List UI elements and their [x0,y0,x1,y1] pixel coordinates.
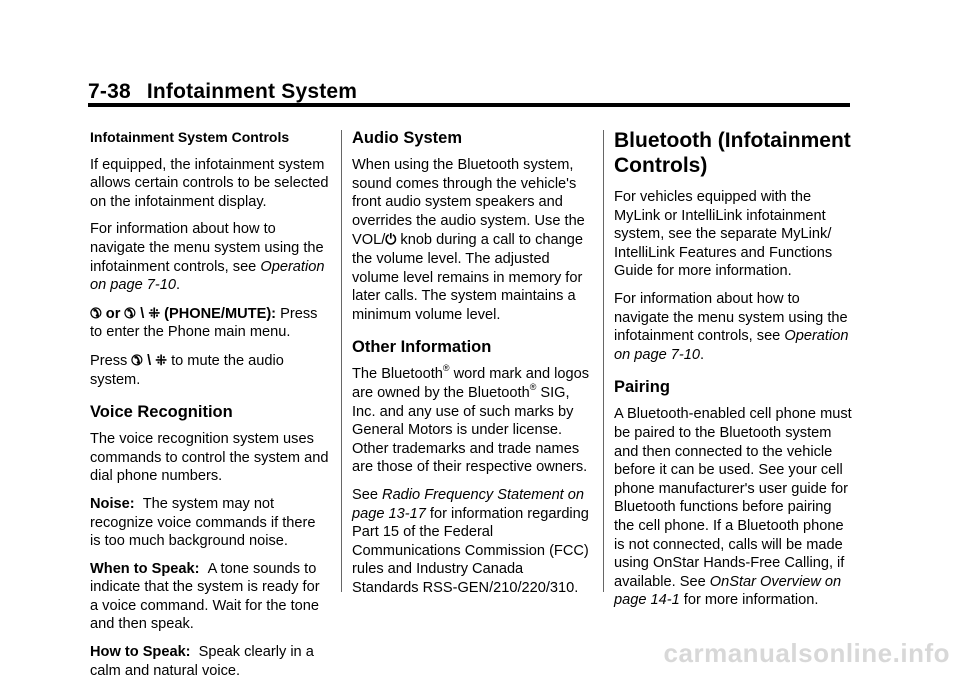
watermark: carmanualsonline.info [663,638,950,668]
pairing-heading: Pairing [614,378,670,397]
phone-icon: ✆ [131,351,144,368]
text: The Bluetooth [352,366,443,383]
paragraph: If equipped, the infotainment system allows certain controls to be selected on the infotainment display. [90,156,329,210]
column-2 [352,128,592,606]
voice-heading: Voice Recognition [90,403,233,422]
text: word mark and logos are owned by the Bluetooth [352,366,590,401]
paragraph [352,486,592,598]
text: For information about how to navigate the menu system using the infotainment controls, see [614,290,848,345]
text: Press [90,352,128,369]
chapter-title: Infotainment System [146,80,358,103]
paragraph [614,290,854,364]
page-title [88,80,850,104]
text: See [352,486,383,503]
phone-mute-label: (PHONE/MUTE): [164,305,277,322]
registered-mark: ® [442,363,450,374]
text: A Bluetooth-enabled cell phone must be paired to the Bluetooth system and then connected to the vehicle before it can be used. See your cell phone manufacturer's user guide for Bluetooth functions before pairing the cell phone. If a Bluetooth phone is not connected, calls will be made using OnStar Hands-Free Calling, if available. See [614,406,852,590]
or-text: or [105,305,121,322]
power-icon: ⏻ [385,231,397,248]
audio-heading: Audio System [352,129,463,147]
column-divider [341,130,342,592]
cross-reference: Radio Frequency Statement on page 13-17 [352,486,585,522]
text: VOL/ [352,232,386,249]
text: knob during a call to change the volume level. The adjusted volume level remains in memory for later calls. The system maintains a minimum volume level. [352,232,583,323]
text: for more information. [679,592,819,609]
column-divider [603,130,604,592]
text: Press to enter the Phone main menu. [90,305,318,341]
paragraph: For vehicles equipped with the MyLink or IntelliLink infotainment system, see the separate MyLink/ IntelliLink Features and Functions Guide for more information. [614,189,833,280]
paragraph [90,220,330,294]
noise-label: Noise: [90,495,135,512]
phone-icon: ✆ [90,304,102,321]
mute-icon: ⁜ [155,351,168,368]
text: to mute the audio system. [90,352,284,388]
text: SIG, Inc. and any use of such marks by General Motors is under license. Other trademarks and trade names are those of their respective owners. [352,384,588,476]
paragraph: Press ✆ \ ⁜ to mute the audio system. [90,351,284,388]
cross-reference: Operation on page 7-10 [614,328,849,363]
text: The system may not recognize voice commands if there is too much background noise. [90,495,316,550]
paragraph [614,405,854,610]
text: . [176,277,181,294]
text: for information regarding Part 15 of the Federal Communications Commission (FCC) rules and Industry Canada Standards RSS-GEN/210/220/310. [352,505,589,596]
phone-icon: ✆ [124,304,137,321]
paragraph [90,495,330,551]
header-rule [88,103,850,107]
bluetooth-heading: Bluetooth (Infotainment Controls) [614,129,851,177]
paragraph [90,560,330,634]
column-3 [614,128,854,619]
paragraph: The voice recognition system uses commands to control the system and dial phone numbers. [90,431,329,485]
registered-mark: ® [529,382,537,393]
how-label: How to Speak: [90,644,191,661]
when-label: When to Speak: [90,560,200,577]
paragraph [352,365,592,477]
other-heading: Other Information [352,338,492,357]
controls-heading: Infotainment System Controls [90,129,290,145]
text: A tone sounds to indicate that the system is ready for a voice command. Wait for the tone and then speak. [90,560,320,633]
paragraph: ✆ or ✆ \ ⁜ (PHONE/MUTE): Press to enter the Phone main menu. [90,304,318,341]
cross-reference: Operation on page 7-10 [90,258,325,294]
page-number: 7-38 [88,80,131,103]
text: . [700,346,705,363]
text: When using the Bluetooth system, sound comes through the vehicle's front audio system speakers and overrides the audio system. Use the [352,157,585,229]
cross-reference: OnStar Overview on page 14-1 [614,573,842,609]
paragraph [90,643,330,680]
page-header [88,80,850,104]
mute-icon: ⁜ [148,304,161,321]
text: For information about how to navigate the menu system using the infotainment controls, see [90,221,324,275]
paragraph [352,156,592,324]
column-1 [90,128,330,689]
text: Speak clearly in a calm and natural voice. [90,644,314,679]
